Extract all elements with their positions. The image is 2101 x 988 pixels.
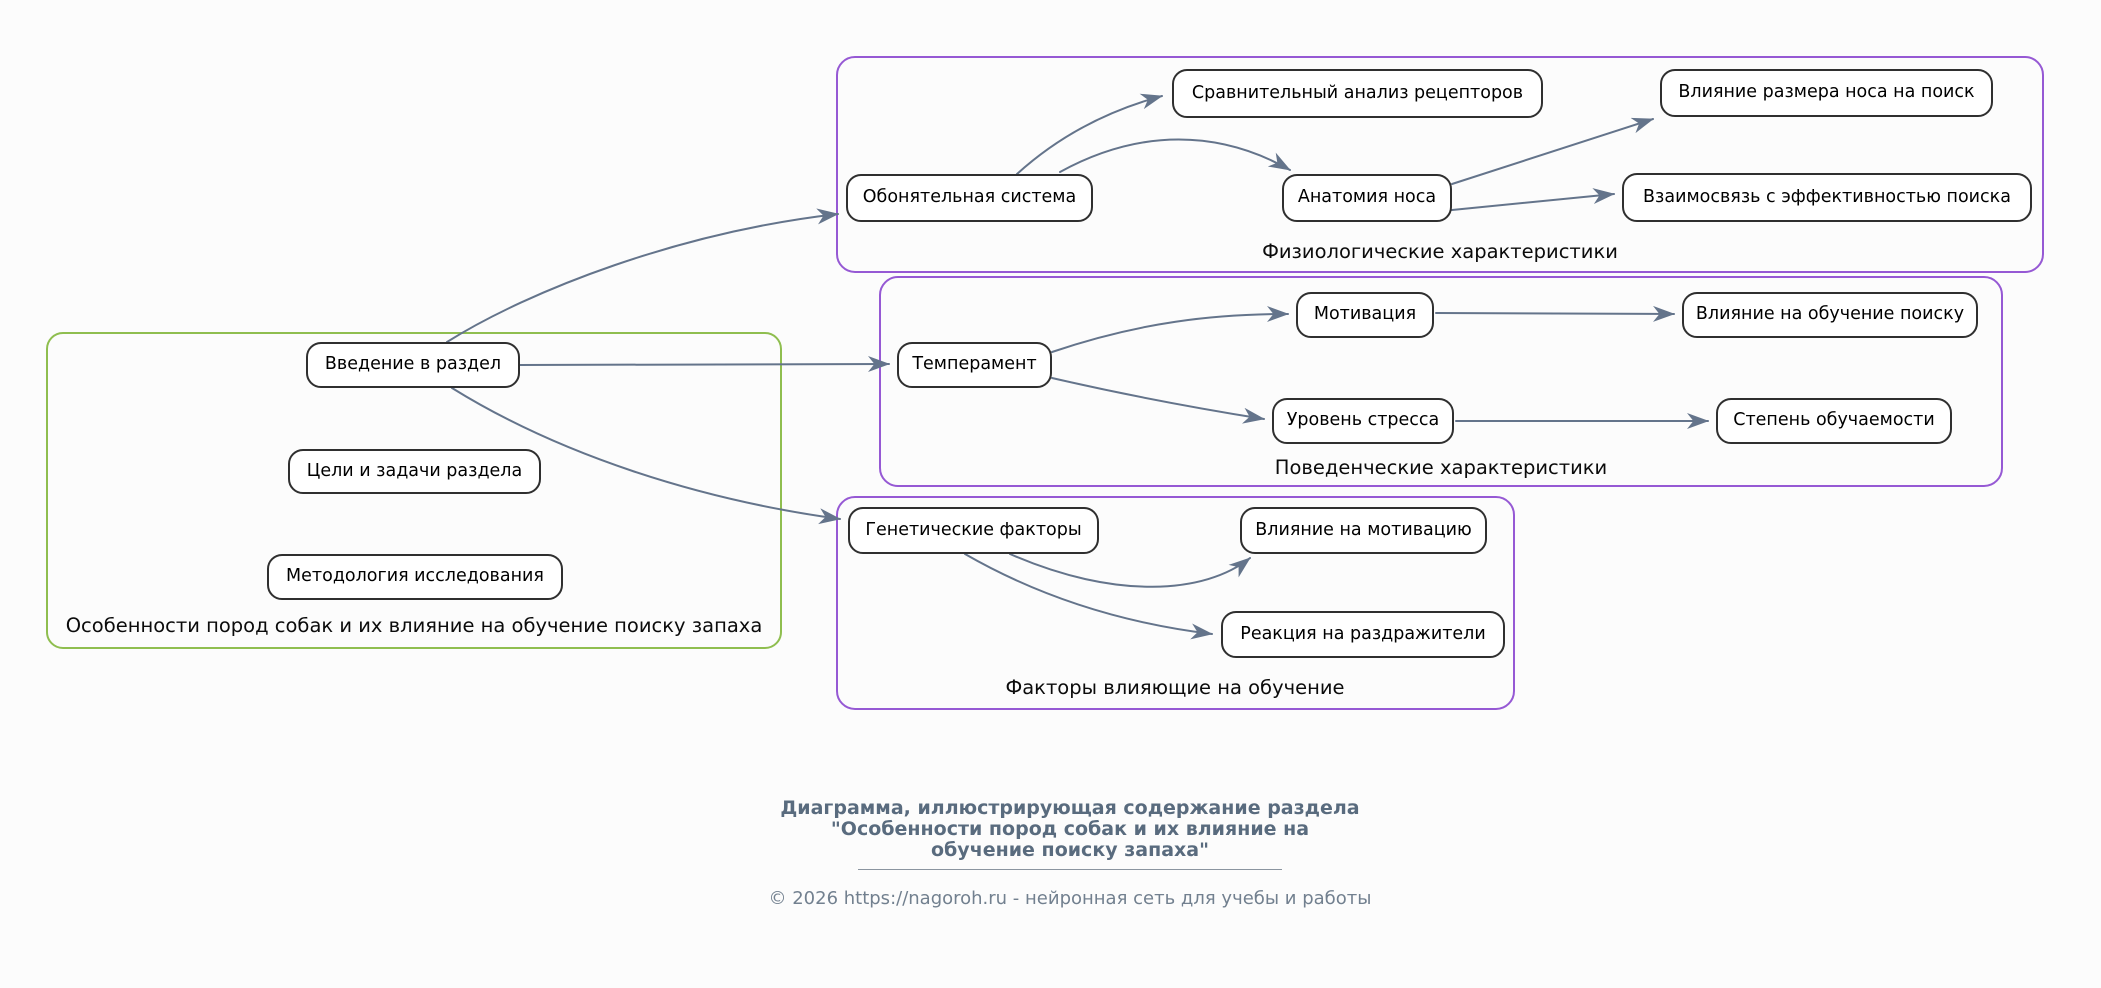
node-search-efficiency: Взаимосвязь с эффективностью поиска bbox=[1622, 173, 2032, 222]
edge-genetic-factors-to-motivation-influence bbox=[1010, 554, 1250, 587]
node-motivation-influence: Влияние на мотивацию bbox=[1240, 507, 1487, 554]
caption-divider bbox=[858, 869, 1282, 870]
node-intro: Введение в раздел bbox=[306, 342, 520, 388]
node-motivation: Мотивация bbox=[1296, 292, 1434, 338]
node-receptor-analysis: Сравнительный анализ рецепторов bbox=[1172, 69, 1543, 118]
edge-motivation-to-training-influence bbox=[1436, 313, 1674, 314]
edge-nose-anatomy-to-nose-size bbox=[1452, 119, 1653, 184]
caption-line-1: Диаграмма, иллюстрирующая содержание раздела bbox=[780, 797, 1360, 819]
edge-olfactory-to-receptor-analysis bbox=[1017, 96, 1162, 174]
node-trainability: Степень обучаемости bbox=[1716, 398, 1952, 444]
edge-temperament-to-stress-level bbox=[1052, 378, 1264, 419]
diagram-caption bbox=[620, 798, 1520, 861]
node-temperament: Темперамент bbox=[897, 342, 1052, 388]
node-goals: Цели и задачи раздела bbox=[288, 449, 541, 494]
group-label-behavioral: Поведенческие характеристики bbox=[1274, 456, 1608, 479]
group-label-factors: Факторы влияющие на обучение bbox=[1005, 676, 1345, 699]
node-stimuli-reaction: Реакция на раздражители bbox=[1221, 611, 1505, 658]
edge-olfactory-to-nose-anatomy bbox=[1060, 140, 1290, 173]
node-stress-level: Уровень стресса bbox=[1272, 398, 1454, 444]
caption-line-3: обучение поиску запаха" bbox=[930, 839, 1209, 861]
node-methodology: Методология исследования bbox=[267, 554, 563, 600]
node-nose-size: Влияние размера носа на поиск bbox=[1660, 69, 1993, 117]
group-label-intro: Особенности пород собак и их влияние на обучение поиску запаха bbox=[65, 614, 763, 637]
caption-line-2: "Особенности пород собак и их влияние на bbox=[830, 818, 1310, 840]
node-training-influence: Влияние на обучение поиску bbox=[1682, 292, 1978, 338]
node-genetic-factors: Генетические факторы bbox=[848, 507, 1099, 554]
edge-intro-to-temperament bbox=[520, 364, 889, 365]
edge-nose-anatomy-to-search-efficiency bbox=[1452, 194, 1614, 210]
node-nose-anatomy: Анатомия носа bbox=[1282, 174, 1452, 222]
group-label-physiological: Физиологические характеристики bbox=[1262, 240, 1618, 263]
edge-intro-to-olfactory-system bbox=[447, 214, 838, 342]
edge-genetic-factors-to-stimuli-reaction bbox=[965, 554, 1212, 634]
node-olfactory-system: Обонятельная система bbox=[846, 174, 1093, 222]
edge-temperament-to-motivation bbox=[1052, 314, 1288, 352]
copyright-text: © 2026 https://nagoroh.ru - нейронная сеть для учебы и работы bbox=[768, 888, 1372, 909]
